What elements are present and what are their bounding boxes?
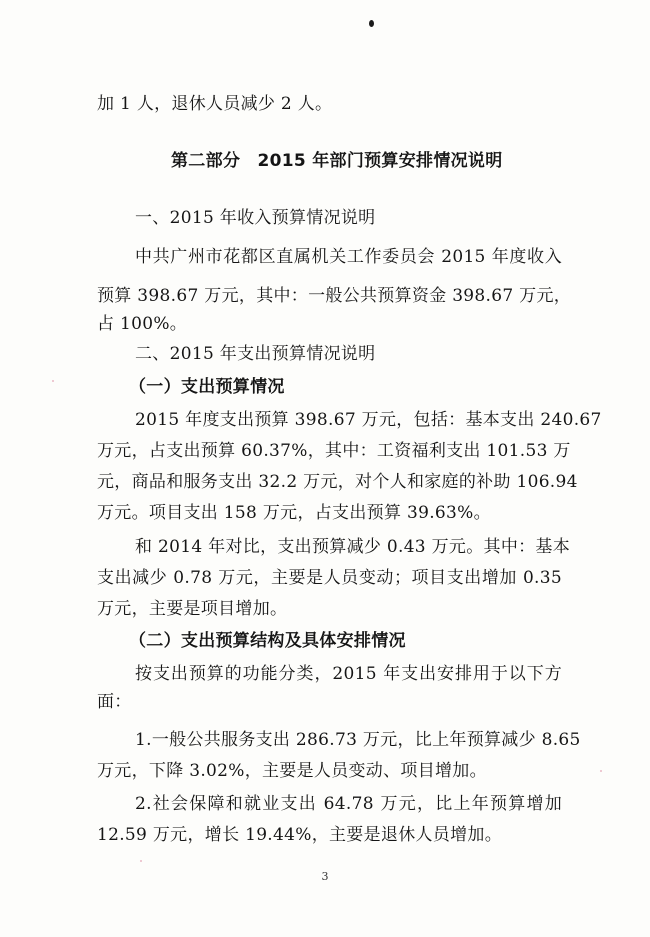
subsection-heading: （一）支出预算情况 (129, 377, 285, 397)
body-text-line: 面： (97, 692, 132, 712)
body-text-line: 2015 年度支出预算 398.67 万元，包括：基本支出 240.67 (135, 410, 602, 430)
section-heading: 一、2015 年收入预算情况说明 (135, 208, 376, 228)
page-number: 3 (321, 870, 329, 883)
body-text-line: 元，商品和服务支出 32.2 万元，对个人和家庭的补助 106.94 (97, 472, 578, 492)
body-text-line: 万元，下降 3.02%，主要是人员变动、项目增加。 (97, 761, 487, 781)
body-text-line: 支出减少 0.78 万元，主要是人员变动；项目支出增加 0.35 (97, 568, 562, 588)
body-text-line: 1.一般公共服务支出 286.73 万元，比上年预算减少 8.65 (135, 730, 581, 750)
body-text-line: 占 100%。 (97, 314, 188, 334)
body-text-line: 2.社会保障和就业支出 64.78 万元，比上年预算增加 (135, 794, 562, 814)
body-text-line: 按支出预算的功能分类，2015 年支出安排用于以下方 (135, 664, 562, 684)
body-text-line: 万元，占支出预算 60.37%，其中：工资福利支出 101.53 万 (97, 441, 571, 461)
body-text-line: 万元，主要是项目增加。 (97, 599, 288, 619)
section-heading: 二、2015 年支出预算情况说明 (135, 344, 376, 364)
body-text-line: 预算 398.67 万元，其中：一般公共预算资金 398.67 万元， (97, 286, 572, 306)
paper-speck (52, 380, 54, 382)
part-heading: 第二部分 2015 年部门预算安排情况说明 (171, 151, 503, 171)
paper-speck (600, 770, 602, 772)
ink-mark (369, 20, 374, 27)
body-text-line: 12.59 万元，增长 19.44%，主要是退休人员增加。 (97, 825, 502, 845)
paper-speck (140, 860, 142, 862)
body-text-line: 万元。项目支出 158 万元，占支出预算 39.63%。 (97, 503, 491, 523)
subsection-heading: （二）支出预算结构及具体安排情况 (129, 631, 406, 651)
body-text-line: 和 2014 年对比，支出预算减少 0.43 万元。其中：基本 (135, 537, 571, 557)
body-text-line: 加 1 人，退休人员减少 2 人。 (97, 94, 333, 114)
body-text-line: 中共广州市花都区直属机关工作委员会 2015 年度收入 (135, 247, 562, 267)
